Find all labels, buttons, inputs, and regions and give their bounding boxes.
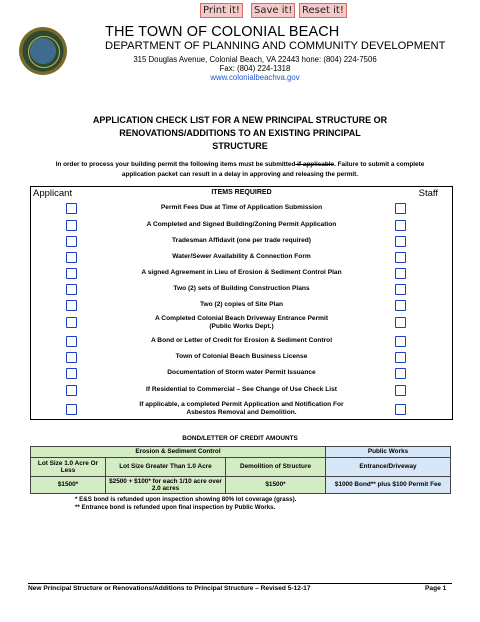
applicant-checkbox[interactable] [66,300,77,311]
staff-checkbox[interactable] [395,236,406,247]
applicant-checkbox[interactable] [66,336,77,347]
save-button[interactable]: Save it! [251,3,295,18]
town-seal-logo [19,27,67,75]
applicant-column-header: Applicant [33,188,73,199]
reset-button[interactable]: Reset it! [299,3,347,18]
checklist-item: A Completed and Signed Building/Zoning Permit Application [146,221,337,228]
checklist-item: Water/Sewer Availability & Connection Form [172,253,311,260]
entrance-header: Entrance/Driveway [326,458,451,477]
checklist-item: A Completed Colonial Beach Driveway Entrance Permit [154,315,329,322]
staff-checkbox[interactable] [395,404,406,415]
lot-large-header: Lot Size Greater Than 1.0 Acre [106,458,226,477]
applicant-checkbox[interactable] [66,317,77,328]
print-button[interactable]: Print it! [200,3,243,18]
applicant-checkbox[interactable] [66,252,77,263]
checklist-item: Town of Colonial Beach Business License [175,353,308,360]
footer-divider [28,583,452,584]
items-column-header: ITEMS REQUIRED [211,189,272,196]
staff-checkbox[interactable] [395,203,406,214]
bond-table [30,446,451,494]
demolition-header: Demolition of Structure [226,458,326,477]
checklist-item: If Residential to Commercial – See Change of Use Check List [146,386,337,393]
applicant-checkbox[interactable] [66,404,77,415]
fax-line: Fax: (804) 224-1318 [219,64,291,73]
applicant-checkbox[interactable] [66,352,77,363]
checklist-item: A Bond or Letter of Credit for Erosion & Sediment Control [150,337,333,344]
lot-small-header: Lot Size 1.0 Acre Or Less [31,458,106,477]
applicant-checkbox[interactable] [66,220,77,231]
document-title: APPLICATION CHECK LIST FOR A NEW PRINCIPAL STRUCTURE OR RENOVATIONS/ADDITIONS TO AN EXISTING PRINCIPAL STRUCTURE [92,115,388,151]
staff-checkbox[interactable] [395,284,406,295]
staff-checkbox[interactable] [395,385,406,396]
staff-column-header: Staff [418,188,438,199]
checklist-item: If applicable, a completed Permit Application and Notification For [139,401,344,408]
staff-checkbox[interactable] [395,252,406,263]
department-name: DEPARTMENT OF PLANNING AND COMMUNITY DEVELOPMENT [105,40,446,52]
erosion-header: Erosion & Sediment Control [31,447,326,458]
checklist-item: Asbestos Removal and Demolition. [186,409,297,416]
checklist-item: Documentation of Storm water Permit Issuance [167,369,316,376]
checklist-item: Two (2) copies of Site Plan [199,301,284,308]
applicant-checkbox[interactable] [66,236,77,247]
staff-checkbox[interactable] [395,352,406,363]
staff-checkbox[interactable] [395,368,406,379]
applicant-checkbox[interactable] [66,268,77,279]
checklist-item: Tradesman Affidavit (one per trade required) [172,237,311,244]
bond-section-title: BOND/LETTER OF CREDIT AMOUNTS [182,435,298,442]
es-bond-note: * E&S bond is refunded upon inspection showing 80% lot coverage (grass). [75,496,297,503]
checklist-item: Two (2) sets of Building Construction Plans [173,285,310,292]
staff-checkbox[interactable] [395,336,406,347]
checklist-item: (Public Works Dept.) [209,323,274,330]
intro-text: In order to process your building permit the following items must be submitted if applicable. Failure to submit a complete application packet can result in a delay in approving and releasing the permit. [55,161,425,178]
applicant-checkbox[interactable] [66,385,77,396]
entrance-bond-note: ** Entrance bond is refunded upon final inspection by Public Works. [75,504,276,511]
public-works-header: Public Works [326,447,451,458]
staff-checkbox[interactable] [395,317,406,328]
applicant-checkbox[interactable] [66,284,77,295]
applicant-checkbox[interactable] [66,368,77,379]
footer-revision: New Principal Structure or Renovations/Additions to Principal Structure – Revised 5-12-17 [28,585,311,592]
staff-checkbox[interactable] [395,220,406,231]
staff-checkbox[interactable] [395,300,406,311]
staff-checkbox[interactable] [395,268,406,279]
checklist-table [30,186,453,420]
page-number: Page 1 [425,585,447,592]
lot-large-amount: $2500 + $100* for each 1/10 acre over 2.0 acres [106,477,226,494]
checklist-item: Permit Fees Due at Time of Application Submission [160,204,323,211]
demolition-amount: $1500* [226,477,326,494]
town-title: THE TOWN OF COLONIAL BEACH [105,24,340,40]
address-line: 315 Douglas Avenue, Colonial Beach, VA 22443 hone: (804) 224-7506 [133,55,377,64]
website-link[interactable]: www.colonialbeachva.gov [210,73,300,82]
lot-small-amount: $1500* [31,477,106,494]
checklist-item: A signed Agreement in Lieu of Erosion & Sediment Control Plan [141,269,342,276]
applicant-checkbox[interactable] [66,203,77,214]
entrance-amount: $1000 Bond** plus $100 Permit Fee [326,477,451,494]
